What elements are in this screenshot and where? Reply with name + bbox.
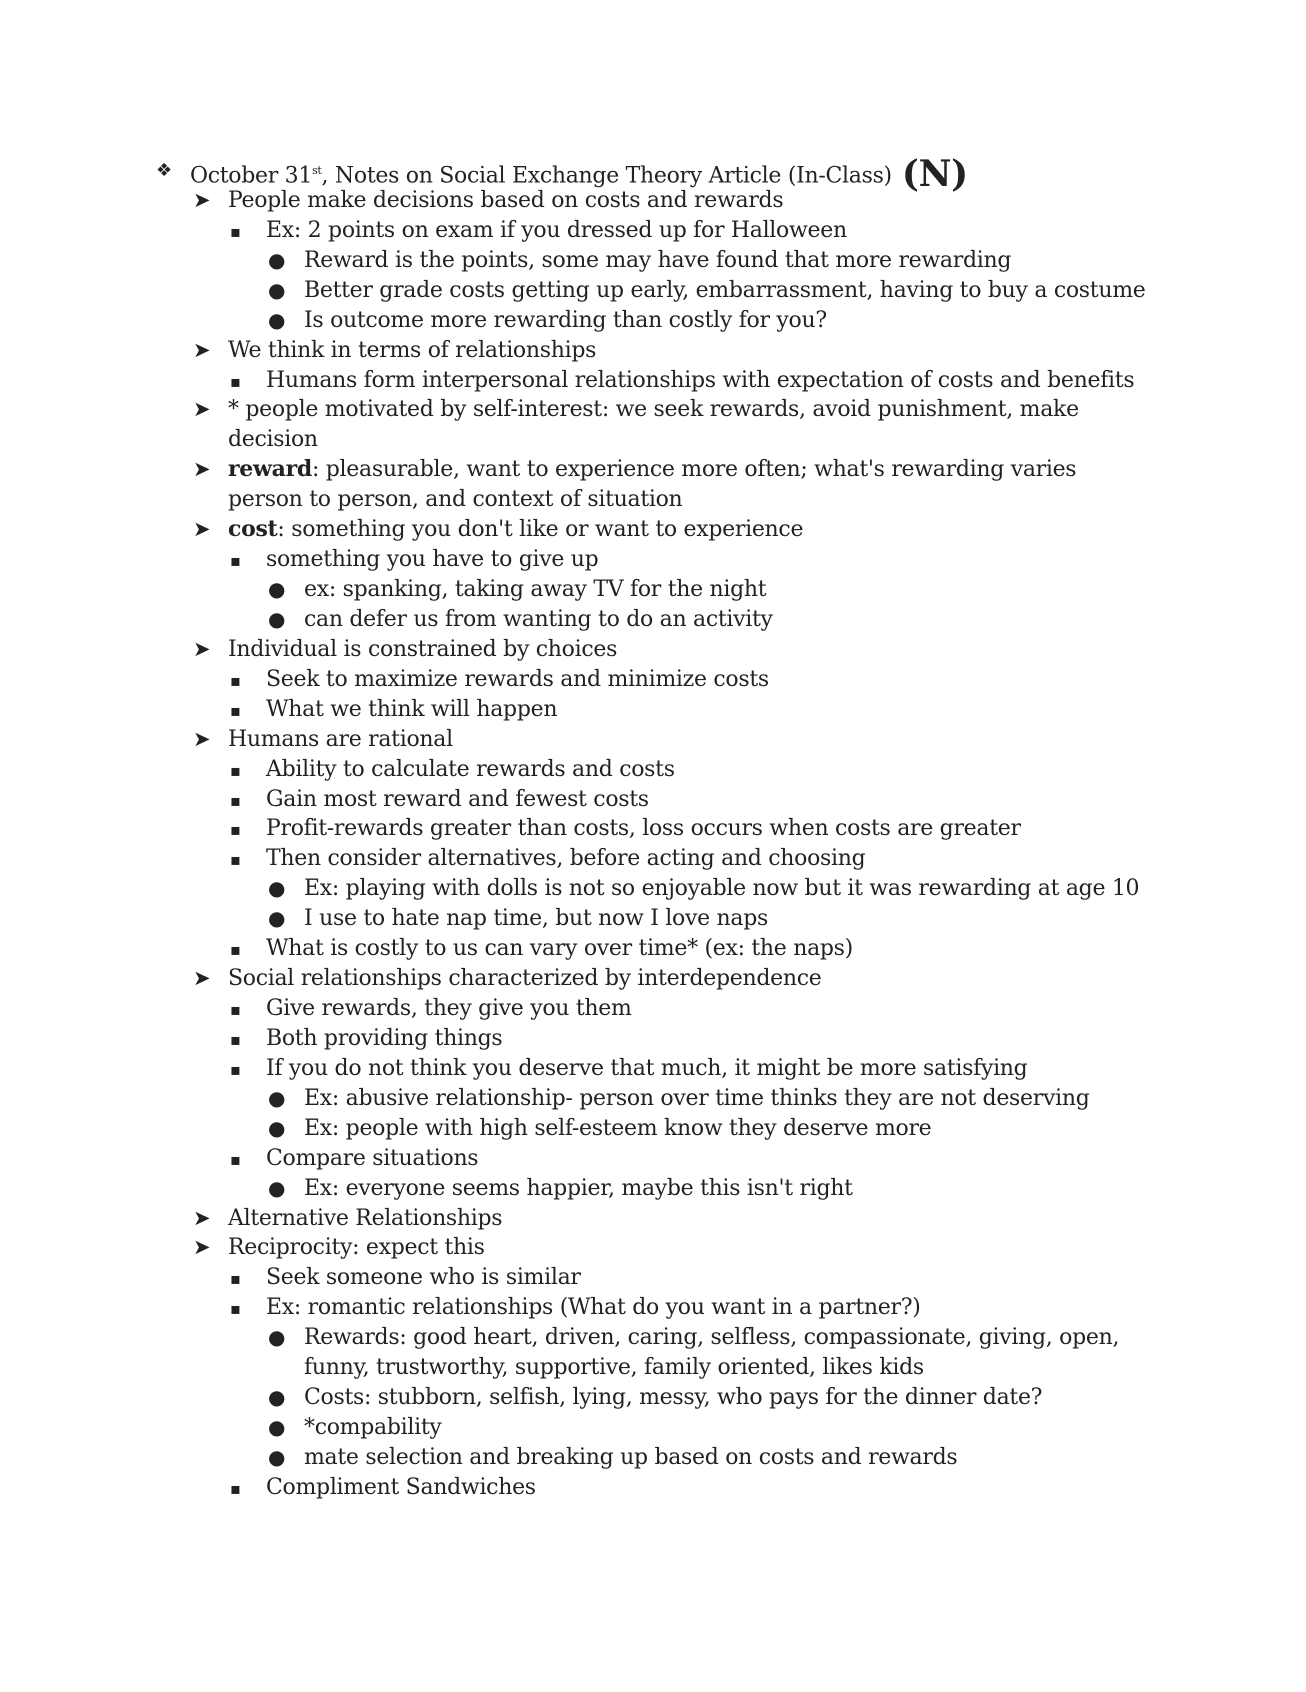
dot-bullet-icon: ● bbox=[268, 307, 286, 332]
arrow-bullet-icon: ➤ bbox=[193, 1205, 211, 1230]
outline-item-text bbox=[304, 1084, 1089, 1114]
item-text: : something you don't like or want to experience bbox=[277, 517, 804, 543]
outline-item-text bbox=[266, 216, 847, 246]
outline-item-text bbox=[266, 1263, 581, 1293]
item-text: Ex: abusive relationship- person over time thinks they are not deserving bbox=[304, 1085, 1090, 1111]
square-bullet-icon: ▪ bbox=[230, 1059, 241, 1079]
outline-item-text bbox=[266, 665, 769, 695]
dot-bullet-icon: ● bbox=[268, 876, 286, 901]
item-text: Humans are rational bbox=[228, 726, 453, 752]
square-bullet-icon: ▪ bbox=[230, 790, 241, 810]
item-text: decision bbox=[228, 427, 318, 453]
item-text: can defer us from wanting to do an activity bbox=[304, 606, 773, 632]
item-text: Compare situations bbox=[266, 1145, 479, 1171]
dot-bullet-icon: ● bbox=[268, 1085, 286, 1110]
square-bullet-icon: ▪ bbox=[230, 371, 241, 391]
item-text: Profit-rewards greater than costs, loss occurs when costs are greater bbox=[266, 816, 1021, 842]
outline-item-text bbox=[266, 755, 675, 785]
item-text: mate selection and breaking up based on costs and rewards bbox=[304, 1444, 958, 1470]
item-text: Individual is constrained by choices bbox=[228, 636, 618, 662]
outline-item-text bbox=[228, 1233, 485, 1263]
heading-tag: (N) bbox=[901, 153, 968, 196]
square-bullet-icon: ▪ bbox=[230, 670, 241, 690]
outline-item-continuation bbox=[304, 1353, 924, 1383]
square-bullet-icon: ▪ bbox=[230, 1478, 241, 1498]
item-text: Seek someone who is similar bbox=[266, 1265, 581, 1291]
item-text: Ex: everyone seems happier, maybe this isn't right bbox=[304, 1175, 853, 1201]
square-bullet-icon: ▪ bbox=[230, 700, 241, 720]
outline-item-continuation bbox=[228, 485, 682, 515]
heading-date: October 31 bbox=[190, 163, 313, 189]
outline-item-text bbox=[266, 785, 649, 815]
item-text: People make decisions based on costs and rewards bbox=[228, 187, 784, 213]
square-bullet-icon: ▪ bbox=[230, 221, 241, 241]
outline-item-text bbox=[228, 336, 596, 366]
outline-item-continuation bbox=[228, 425, 318, 455]
outline-item-text bbox=[304, 1443, 957, 1473]
outline-item-text bbox=[266, 1144, 478, 1174]
item-text: Reward is the points, some may have found that more rewarding bbox=[304, 247, 1012, 273]
outline-item-text bbox=[266, 545, 598, 575]
outline-item-text bbox=[304, 1114, 931, 1144]
outline-item-text bbox=[228, 186, 783, 216]
outline-item-text bbox=[266, 695, 557, 725]
square-bullet-icon: ▪ bbox=[230, 850, 241, 870]
heading-title: , Notes on Social Exchange Theory Article (In-Class) bbox=[321, 163, 892, 189]
outline-item-text bbox=[266, 1473, 536, 1503]
item-text: ex: spanking, taking away TV for the night bbox=[304, 577, 767, 603]
square-bullet-icon: ▪ bbox=[230, 1000, 241, 1020]
outline-item-text bbox=[304, 874, 1139, 904]
item-text: Better grade costs getting up early, embarrassment, having to buy a costume bbox=[304, 277, 1146, 303]
item-text: person to person, and context of situation bbox=[228, 487, 683, 513]
dot-bullet-icon: ● bbox=[268, 1115, 286, 1140]
outline-item-text bbox=[304, 1323, 1119, 1353]
item-text: funny, trustworthy, supportive, family oriented, likes kids bbox=[304, 1355, 924, 1381]
square-bullet-icon: ▪ bbox=[230, 1029, 241, 1049]
item-text: Rewards: good heart, driven, caring, selfless, compassionate, giving, open, bbox=[304, 1325, 1120, 1351]
item-text: Costs: stubborn, selfish, lying, messy, who pays for the dinner date? bbox=[304, 1385, 1043, 1411]
outline-item-text bbox=[266, 994, 632, 1024]
item-text: Social relationships characterized by interdependence bbox=[228, 966, 822, 992]
item-text: We think in terms of relationships bbox=[228, 337, 597, 363]
square-bullet-icon: ▪ bbox=[230, 1149, 241, 1169]
outline-item-text bbox=[304, 575, 766, 605]
square-bullet-icon: ▪ bbox=[230, 820, 241, 840]
outline-item-text bbox=[266, 366, 1134, 396]
dot-bullet-icon: ● bbox=[268, 577, 286, 602]
outline-item-text bbox=[228, 455, 1076, 485]
outline-item-text bbox=[304, 605, 773, 635]
outline-item-text bbox=[266, 934, 853, 964]
item-text: Is outcome more rewarding than costly for you? bbox=[304, 307, 827, 333]
arrow-bullet-icon: ➤ bbox=[193, 636, 211, 661]
outline-item-text bbox=[304, 904, 768, 934]
term-bold: reward bbox=[228, 456, 312, 483]
item-text: something you have to give up bbox=[266, 547, 599, 573]
item-text: What we think will happen bbox=[266, 696, 558, 722]
outline-item-text bbox=[304, 1383, 1042, 1413]
arrow-bullet-icon: ➤ bbox=[193, 966, 211, 991]
outline-item-text bbox=[228, 725, 453, 755]
item-text: Ability to calculate rewards and costs bbox=[266, 756, 675, 782]
square-bullet-icon: ▪ bbox=[230, 1299, 241, 1319]
outline-item-text bbox=[228, 515, 803, 545]
dot-bullet-icon: ● bbox=[268, 1415, 286, 1440]
arrow-bullet-icon: ➤ bbox=[193, 457, 211, 482]
item-text: Reciprocity: expect this bbox=[228, 1235, 485, 1261]
item-text: Ex: 2 points on exam if you dressed up for Halloween bbox=[266, 217, 847, 243]
outline-item-text bbox=[304, 1413, 442, 1443]
item-text: * people motivated by self-interest: we seek rewards, avoid punishment, make bbox=[228, 397, 1079, 423]
term-bold: cost bbox=[228, 516, 278, 543]
dot-bullet-icon: ● bbox=[268, 906, 286, 931]
outline-item-text bbox=[304, 246, 1011, 276]
dot-bullet-icon: ● bbox=[268, 606, 286, 631]
outline-item-text bbox=[228, 635, 617, 665]
dot-bullet-icon: ● bbox=[268, 1385, 286, 1410]
item-text: What is costly to us can vary over time* (ex: the naps) bbox=[266, 936, 853, 962]
item-text: Both providing things bbox=[266, 1025, 503, 1051]
item-text: Alternative Relationships bbox=[228, 1205, 503, 1231]
item-text: Seek to maximize rewards and minimize costs bbox=[266, 666, 769, 692]
heading-date-suffix: st bbox=[312, 164, 322, 177]
dot-bullet-icon: ● bbox=[268, 277, 286, 302]
outline-item-text bbox=[266, 1054, 1027, 1084]
square-bullet-icon: ▪ bbox=[230, 551, 241, 571]
item-text: Gain most reward and fewest costs bbox=[266, 786, 649, 812]
dot-bullet-icon: ● bbox=[268, 1444, 286, 1469]
outline-item-text bbox=[266, 814, 1021, 844]
outline-item-text bbox=[304, 1174, 853, 1204]
arrow-bullet-icon: ➤ bbox=[193, 397, 211, 422]
arrow-bullet-icon: ➤ bbox=[193, 1235, 211, 1260]
diamond-bullet-icon: ❖ bbox=[156, 160, 172, 181]
square-bullet-icon: ▪ bbox=[230, 760, 241, 780]
dot-bullet-icon: ● bbox=[268, 1325, 286, 1350]
dot-bullet-icon: ● bbox=[268, 1175, 286, 1200]
outline-item-text bbox=[266, 844, 865, 874]
item-text: : pleasurable, want to experience more often; what's rewarding varies bbox=[311, 457, 1077, 483]
item-text: Ex: romantic relationships (What do you want in a partner?) bbox=[266, 1295, 921, 1321]
arrow-bullet-icon: ➤ bbox=[193, 726, 211, 751]
item-text: *compability bbox=[304, 1415, 442, 1441]
arrow-bullet-icon: ➤ bbox=[193, 337, 211, 362]
item-text: Ex: playing with dolls is not so enjoyable now but it was rewarding at age 10 bbox=[304, 876, 1140, 902]
outline-item-text bbox=[304, 276, 1145, 306]
dot-bullet-icon: ● bbox=[268, 247, 286, 272]
item-text: Ex: people with high self-esteem know they deserve more bbox=[304, 1115, 932, 1141]
outline-item-text bbox=[266, 1024, 502, 1054]
item-text: Compliment Sandwiches bbox=[266, 1474, 536, 1500]
item-text: I use to hate nap time, but now I love naps bbox=[304, 906, 768, 932]
arrow-bullet-icon: ➤ bbox=[193, 187, 211, 212]
item-text: If you do not think you deserve that much, it might be more satisfying bbox=[266, 1055, 1028, 1081]
arrow-bullet-icon: ➤ bbox=[193, 517, 211, 542]
item-text: Humans form interpersonal relationships with expectation of costs and benefits bbox=[266, 367, 1135, 393]
outline-item-text bbox=[228, 964, 822, 994]
outline-item-text bbox=[228, 1204, 502, 1234]
item-text: Give rewards, they give you them bbox=[266, 996, 632, 1022]
item-text: Then consider alternatives, before acting and choosing bbox=[266, 846, 866, 872]
outline-item-text bbox=[228, 395, 1079, 425]
square-bullet-icon: ▪ bbox=[230, 940, 241, 960]
outline-item-text bbox=[304, 306, 827, 336]
outline-item-text bbox=[266, 1293, 920, 1323]
square-bullet-icon: ▪ bbox=[230, 1269, 241, 1289]
